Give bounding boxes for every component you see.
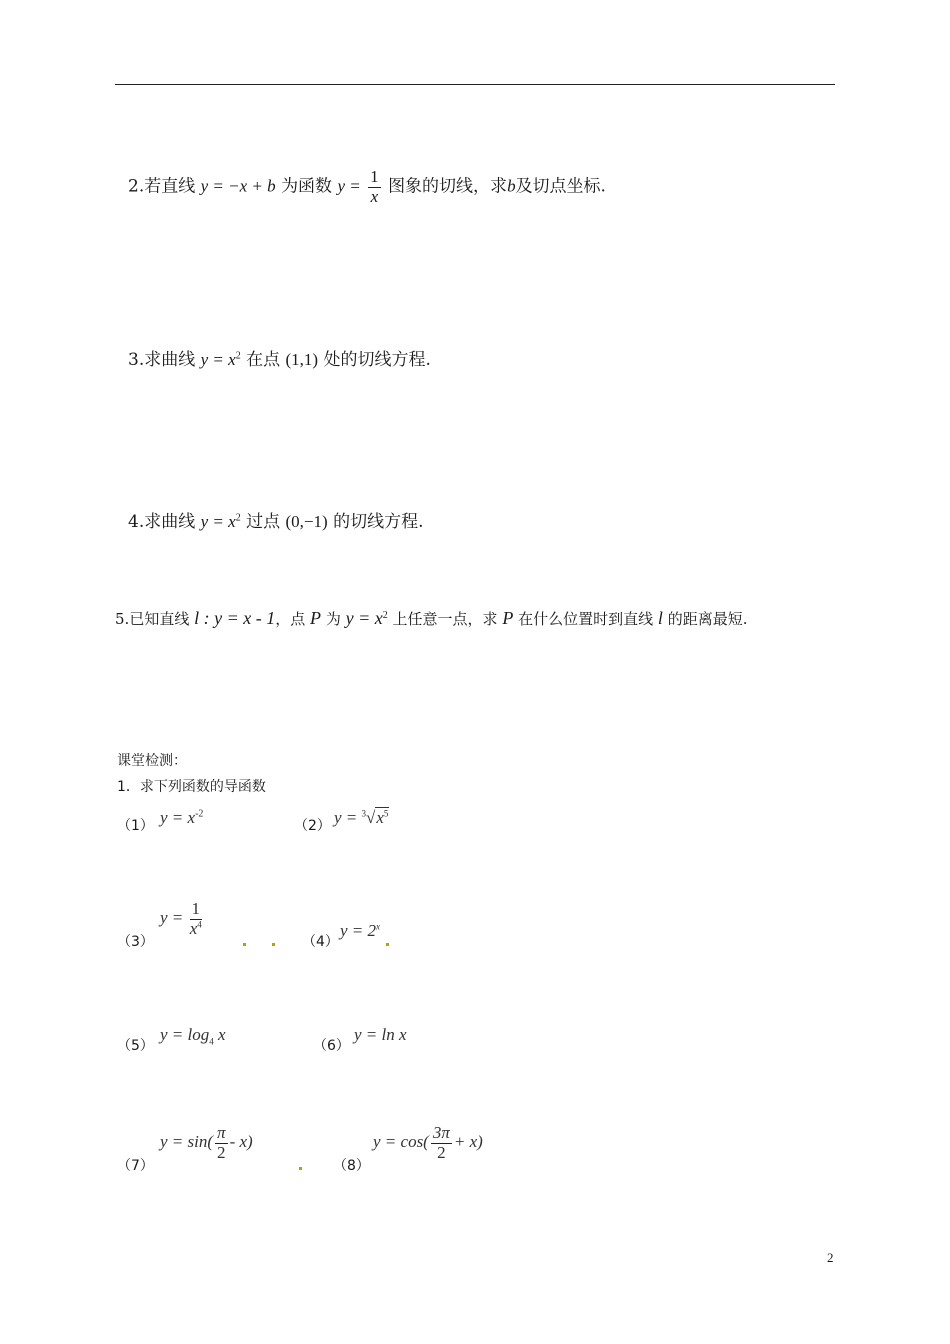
question-3: 3.求曲线 $y = x^2$ 在点 (1,1) 处的切线方程. bbox=[128, 350, 431, 370]
item-6-equation: y = ln x bbox=[354, 1025, 407, 1044]
item-2-label: （2） bbox=[294, 818, 331, 834]
section-title: 课堂检测： bbox=[117, 753, 187, 769]
item-8-equation: y = cos( $\frac{3\pi}{2}$ + x) bbox=[373, 1123, 483, 1162]
item-5-equation: $y = \log_4 x$ bbox=[160, 1025, 226, 1047]
item-3-equation: y = $\frac{1}{x^4}$ bbox=[160, 899, 202, 938]
question-5: 5.已知直线 l : y = x - 1，点 P 为 $y = x^2$ 上任意一点，求 P 在什么位置时到直线 l 的距离最短. bbox=[115, 608, 748, 628]
item-4-label: （4） bbox=[302, 934, 339, 950]
item-1-label: （1） bbox=[117, 818, 154, 834]
header-rule bbox=[115, 84, 835, 85]
stray-mark bbox=[243, 943, 246, 946]
item-5-label: （5） bbox=[117, 1038, 154, 1054]
item-1-equation: $y = x^{-2}$ bbox=[160, 808, 204, 827]
item-3-label: （3） bbox=[117, 934, 154, 950]
item-4-equation: $y = 2^x$ bbox=[340, 921, 381, 940]
item-7-equation: y = sin( $\frac{\pi}{2}$ - x) bbox=[160, 1123, 253, 1162]
item-8-label: （8） bbox=[333, 1158, 370, 1174]
stray-mark bbox=[272, 943, 275, 946]
equation-line: y = −x + b bbox=[200, 176, 276, 196]
fraction-1-over-x: $\frac{1}{x}$ bbox=[370, 167, 379, 206]
stray-mark bbox=[299, 1167, 302, 1170]
item-6-label: （6） bbox=[313, 1038, 350, 1054]
item-7-label: （7） bbox=[117, 1158, 154, 1174]
question-2: 2.若直线 y = −x + b 为函数 y = $\frac{1}{x}$ 图象的切线，求b及切点坐标. bbox=[128, 167, 606, 206]
item-2-equation: $y = ^3√x^5$ bbox=[334, 808, 389, 827]
question-4: 4.求曲线 $y = x^2$ 过点 (0,−1) 的切线方程. bbox=[128, 512, 424, 532]
stray-mark bbox=[386, 943, 389, 946]
section-question-1: 1．求下列函数的导函数 bbox=[117, 779, 266, 795]
page-number: 2 bbox=[827, 1250, 834, 1265]
